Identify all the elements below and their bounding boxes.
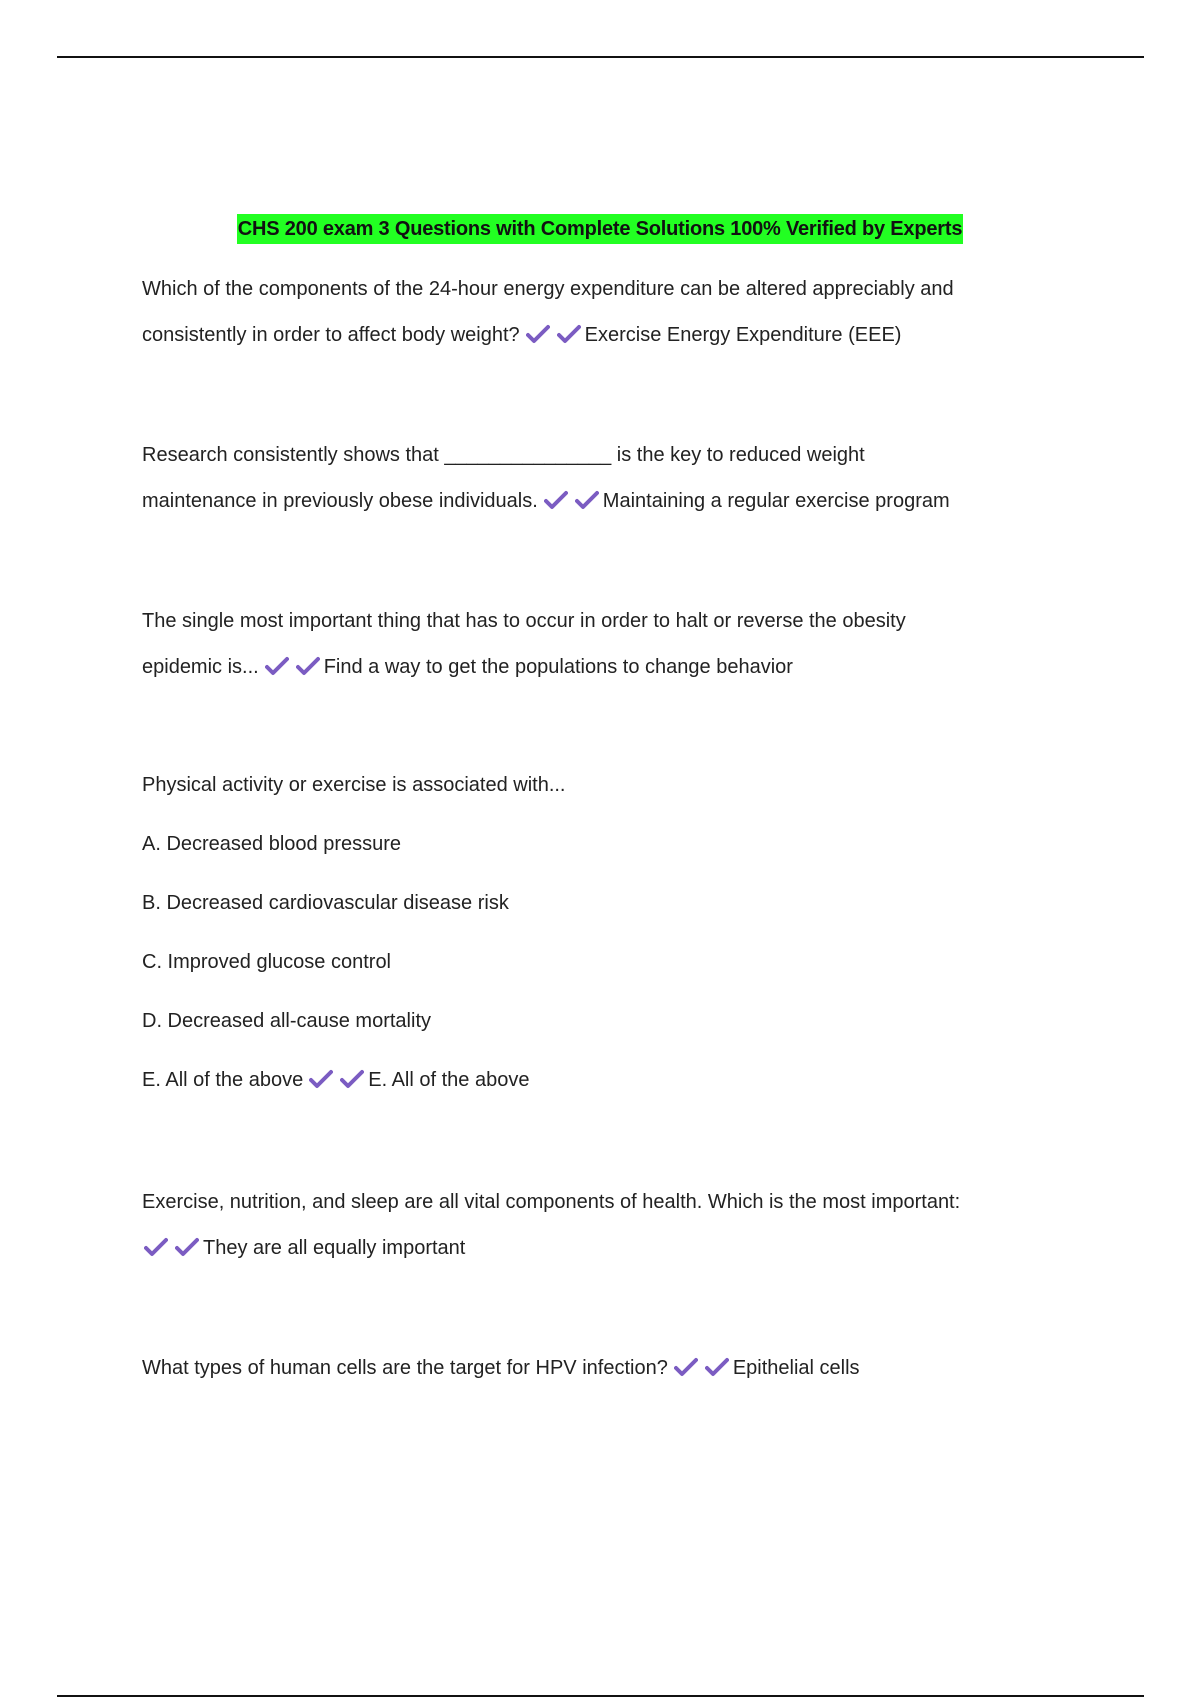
title-wrap [0, 214, 1200, 244]
answer-text: Find a way to get the populations to change behavior [323, 656, 793, 678]
qa-item-2 [142, 432, 1062, 524]
qa-item-3 [142, 598, 1062, 690]
double-check-icon [265, 656, 320, 676]
question-line [142, 312, 1062, 358]
question-line: Research consistently shows that _______________ is the key to reduced weight [142, 444, 865, 466]
option-a: A. Decreased blood pressure [142, 833, 402, 855]
bottom-rule [57, 1695, 1144, 1697]
answer-text: Maintaining a regular exercise program [602, 490, 950, 512]
question-line [142, 644, 1062, 690]
qa-item-5 [142, 1179, 1062, 1271]
question-line: Exercise, nutrition, and sleep are all vital components of health. Which is the most important: [142, 1191, 961, 1213]
answer-text: Exercise Energy Expenditure (EEE) [584, 324, 902, 346]
double-check-icon [144, 1237, 199, 1257]
double-check-icon [309, 1069, 364, 1089]
question-line [142, 1345, 1062, 1391]
answer-text: E. All of the above [368, 1069, 530, 1091]
question-text: epidemic is... [142, 656, 259, 678]
question-text: maintenance in previously obese individuals. [142, 490, 538, 512]
qa-item-6 [142, 1345, 1062, 1391]
double-check-icon [544, 490, 599, 510]
answer-text: Epithelial cells [732, 1357, 860, 1379]
option-b: B. Decreased cardiovascular disease risk [142, 892, 509, 914]
option-e [142, 1051, 1062, 1110]
question-line: Physical activity or exercise is associated with... [142, 774, 566, 796]
document-title: CHS 200 exam 3 Questions with Complete Solutions 100% Verified by Experts [237, 214, 964, 244]
question-line: The single most important thing that has to occur in order to halt or reverse the obesity [142, 610, 906, 632]
double-check-icon [526, 324, 581, 344]
option-c: C. Improved glucose control [142, 951, 392, 973]
option-text: E. All of the above [142, 1069, 304, 1091]
question-line [142, 478, 1062, 524]
question-line [142, 1225, 1062, 1271]
qa-item-1 [142, 266, 1062, 358]
question-line: Which of the components of the 24-hour energy expenditure can be altered appreciably and [142, 278, 954, 300]
question-text: What types of human cells are the target for HPV infection? [142, 1357, 668, 1379]
double-check-icon [674, 1357, 729, 1377]
top-rule [57, 56, 1144, 58]
option-d: D. Decreased all-cause mortality [142, 1010, 431, 1032]
answer-text: They are all equally important [203, 1237, 466, 1259]
qa-item-4 [142, 756, 1062, 1110]
question-text: consistently in order to affect body weight? [142, 324, 520, 346]
